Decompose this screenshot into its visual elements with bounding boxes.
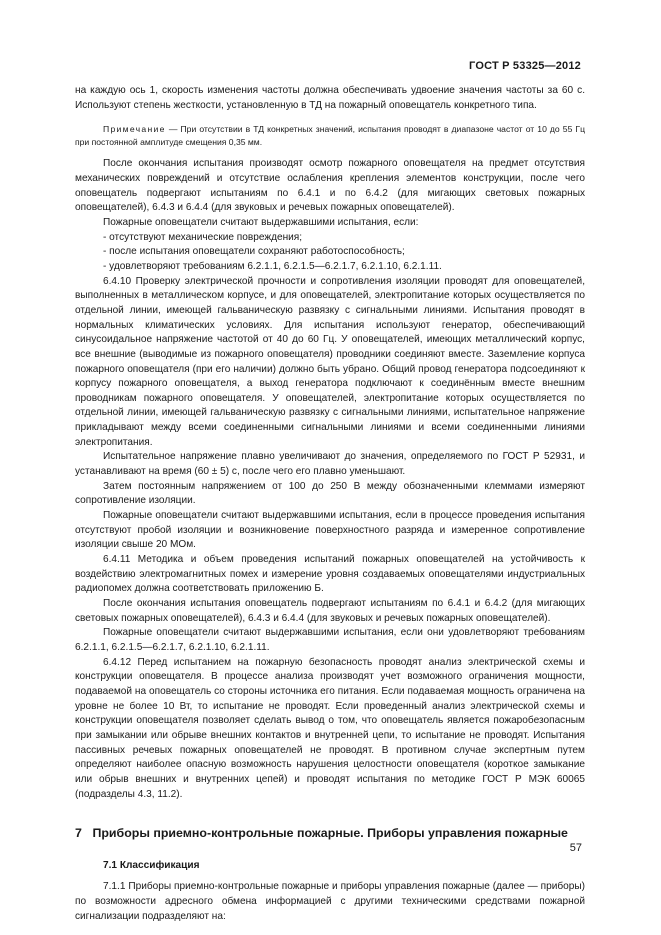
note: [75, 123, 585, 148]
paragraph: Испытательное напряжение плавно увеличивают до значения, определяемого по ГОСТ Р 52931, и устанавливают на время (60 ± 5) с, после чего его плавно уменьшают.: [75, 451, 585, 478]
note-label: Примечание: [103, 124, 166, 135]
list-item: - после испытания оповещатели сохраняют работоспособность;: [103, 246, 405, 258]
note-text: — При отсутствии в ТД конкретных значений, испытания проводят в диапазоне частот от 10 до 55 Гц при постоянной амплитуде смещения 0,35 мм.: [75, 124, 585, 147]
section-title: Приборы приемно-контрольные пожарные. Приборы управления пожарные: [92, 826, 568, 841]
paragraph: После окончания испытания оповещатель подвергают испытаниям по 6.4.1 и 6.4.2 (для мигающих световых пожарных оповещателей), 6.4.3 и 6.4.4 (для звуковых и речевых пожарных оповещателей).: [75, 598, 585, 624]
section-heading: [75, 826, 585, 842]
paragraph-7-1-1: 7.1.1 Приборы приемно-контрольные пожарные и приборы управления пожарные (далее — приборы) по возможности адресного обмена информацией с другими техническими средствами пожарной сигнализации подразделяют на:: [75, 881, 585, 922]
paragraph: После окончания испытания производят осмотр пожарного оповещателя на предмет отсутствия механических повреждений и отсутствие ослабления крепления элементов конструкции, после чего оповещатель подвергают испытаниям по 6.4.1 и по 6.4.2 (для мигающих световых пожарных оповещателей), 6.4.3 и 6.4.4 (для звуковых и речевых пожарных оповещателей).: [75, 158, 585, 214]
paragraph: на каждую ось 1, скорость изменения частоты должна обеспечивать удвоение значения частоты за 60 с. Используют степень жесткости, установленную в ТД на пожарный оповещатель конкретного типа.: [75, 85, 585, 111]
paragraph: Пожарные оповещатели считают выдержавшими испытания, если в процессе проведения испытания отсутствуют пробой изоляции и возникновение поверхностного разряда и измеренное сопротивление изоляции свыше 20 МОм.: [75, 510, 585, 551]
paragraph-6-4-11: 6.4.11 Методика и объем проведения испытаний пожарных оповещателей на устойчивость к воздействию электромагнитных помех и измерение уровня создаваемых оповещателями индустриальных радиопомех должна соответствовать приложению Б.: [75, 554, 585, 595]
page-number: 57: [569, 842, 582, 854]
paragraph: Затем постоянным напряжением от 100 до 250 В между обозначенными клеммами измеряют сопротивление изоляции.: [75, 480, 585, 507]
paragraph: Пожарные оповещатели считают выдержавшими испытания, если они удовлетворяют требованиям 6.2.1.1, 6.2.1.5—6.2.1.7, 6.2.1.10, 6.2.1.11.: [75, 627, 585, 653]
section-number: 7: [75, 826, 82, 841]
standard-code-header: ГОСТ Р 53325—2012: [469, 60, 581, 72]
subsection-heading: 7.1 Классификация: [103, 859, 200, 871]
list-item: - отсутствуют механические повреждения;: [103, 231, 303, 243]
list-item: - удовлетворяют требованиям 6.2.1.1, 6.2.1.5—6.2.1.7, 6.2.1.10, 6.2.1.11.: [103, 260, 442, 272]
paragraph-6-4-10: 6.4.10 Проверку электрической прочности и сопротивления изоляции проводят для оповещателей, выполненных в металлическом корпусе, и для оповещателей, электропитание которых осуществляется по отдельной линии, имеющей гальваническую развязку с сигнальными линиями. Испытания проводят в нормальных климатических условиях. Для испытания используют генератор, обеспечивающий синусоидальное напряжение частотой от 40 до 60 Гц. У оповещателей, имеющих металлический корпус, все внешние (выводимые из пожарного оповещателя) проводники соединяют вместе. Заземление корпуса пожарного оповещателя (при его наличии) должно быть убрано. Общий провод генератора подсоединяют к корпусу пожарного оповещателя, а выход генератора подключают к соединённым вместе внешним проводникам пожарного оповещателя. У оповещателей, электропитание которых осуществляется по отдельной линии, имеющей гальваническую развязку с сигнальными линиями, испытательное напряжение прикладывают между всеми соединенными сигнальными линиями и всеми соединенными линиями электропитания.: [75, 275, 585, 448]
paragraph-6-4-12: 6.4.12 Перед испытанием на пожарную безопасность проводят анализ электрической схемы и конструкции оповещателя. В процессе анализа производят учет возможного ограничения мощности, подаваемой на оповещатель со стороны источника его питания. Если подаваемая мощность ограничена на уровне не более 10 Вт, то испытание не проводят. Если проведенный анализ электрической схемы и конструкции оповещателя позволяет сделать вывод о том, что оповещатель является пожаробезопасным при замыкании или обрыве внешних контактов и внутренней цепи, то испытание не проводят. Испытания пассивных речевых пожарных оповещателей не проводят. В противном случае экспертным путем определяют наиболее опасную возможность нарушения целостности оповещателя (короткое замыкание или обрыв внешних и внутренних цепей) и проводят испытания по методике ГОСТ Р МЭК 60065 (подразделы 4.3, 11.2).: [75, 656, 585, 800]
paragraph: Пожарные оповещатели считают выдержавшими испытания, если:: [103, 216, 419, 228]
page-body: [75, 84, 585, 924]
